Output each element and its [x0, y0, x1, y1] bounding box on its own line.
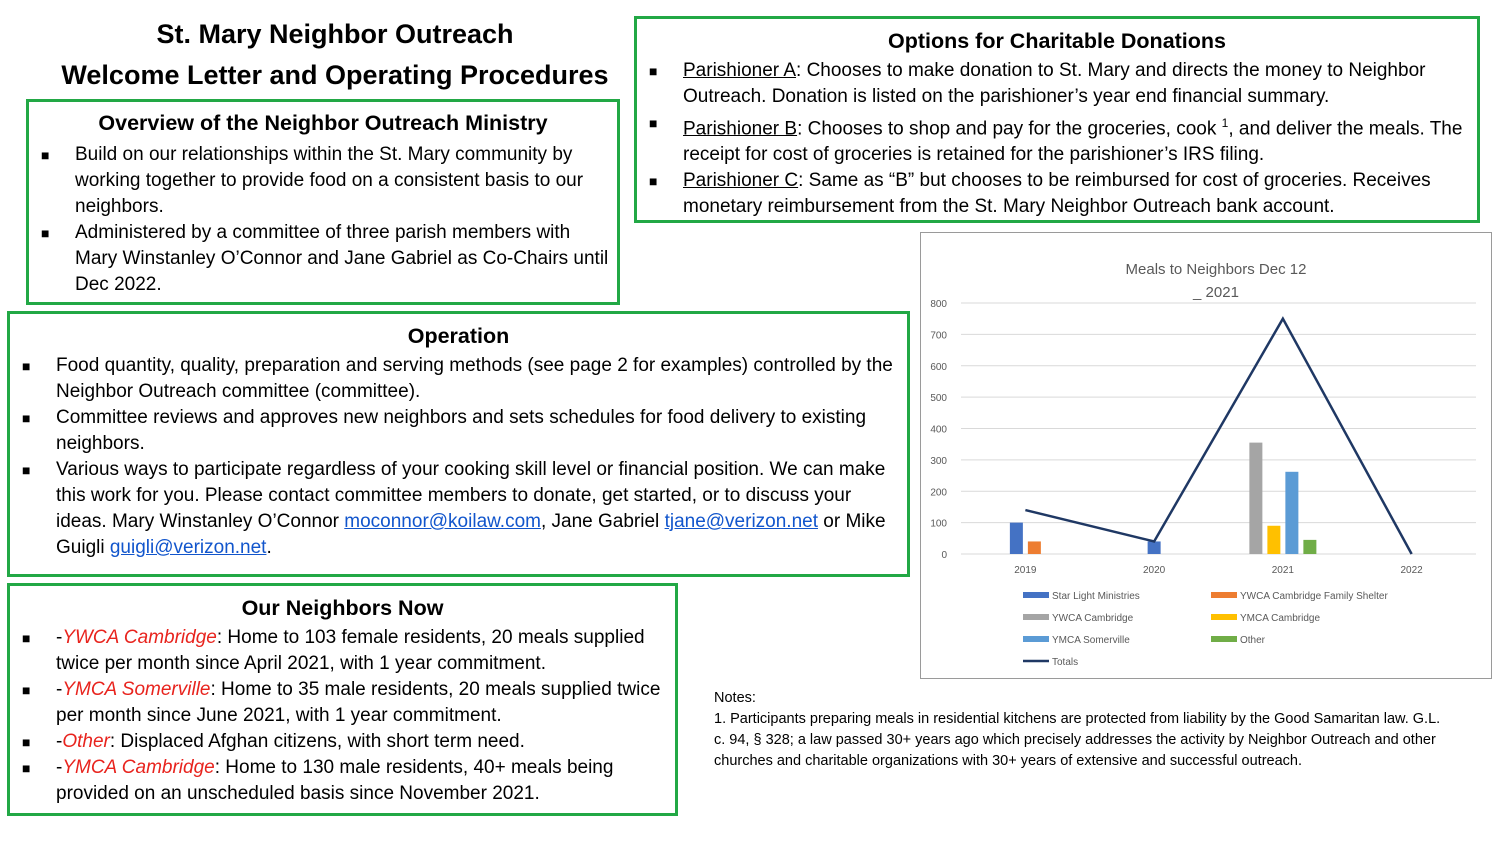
bullet-icon: ■: [22, 630, 31, 646]
legend-swatch: [1023, 592, 1049, 598]
bullet-icon: ■: [22, 410, 31, 426]
list-item: ■ -Other: Displaced Afghan citizens, with short term need.: [10, 729, 667, 755]
y-tick-label: 300: [930, 455, 947, 467]
bar-ymca-cambridge: [1267, 526, 1280, 554]
notes: [714, 688, 1454, 772]
meals-chart: [921, 233, 1491, 678]
x-tick-label: 2022: [1400, 565, 1423, 576]
overview-box: [26, 99, 620, 305]
bullet-icon: ■: [649, 63, 658, 79]
bullet-icon: ■: [649, 173, 658, 190]
legend-swatch: [1211, 614, 1237, 620]
operation-box: [7, 311, 910, 577]
legend-swatch: [1211, 592, 1237, 598]
chart-title-line1: Meals to Neighbors Dec 12: [1125, 261, 1307, 278]
bar-star-light-ministries: [1148, 541, 1161, 554]
notes-heading: Notes:: [714, 690, 756, 706]
neighbors-box: [7, 583, 678, 816]
donations-box: [634, 16, 1480, 223]
bullet-icon: ■: [22, 462, 31, 478]
list-item: ■ Parishioner C: Same as “B” but chooses to be reimbursed for cost of groceries. Receives monetary reimbursement from the St. Mary Neighbor Outreach bank account.: [649, 170, 1431, 218]
legend-label: YMCA Cambridge: [1240, 613, 1321, 624]
y-tick-label: 600: [930, 361, 947, 373]
bar-other: [1303, 540, 1316, 554]
notes-text: 1. Participants preparing meals in residential kitchens are protected from liability by the Good Samaritan law. G.L. c. 94, § 328; a law passed 30+ years ago which precisely addresses the activity by Neighbor Outreach and other churches and charitable organizations with 30+ years of extensive and successful outreach.: [714, 711, 1441, 769]
legend-label: YWCA Cambridge Family Shelter: [1240, 591, 1388, 602]
bullet-icon: ■: [649, 115, 658, 131]
y-tick-label: 0: [941, 550, 947, 561]
bullet-icon: ■: [41, 147, 50, 163]
x-tick-label: 2020: [1143, 565, 1166, 576]
bullet-icon: ■: [22, 760, 31, 776]
x-tick-label: 2021: [1271, 565, 1294, 576]
chart-title-line2: _ 2021: [1193, 284, 1239, 301]
list-item: ■ Committee reviews and approves new neighbors and sets schedules for food delivery to existing neighbors.: [22, 407, 867, 454]
neighbors-title: Our Neighbors Now: [241, 596, 444, 620]
y-tick-label: 400: [930, 424, 947, 436]
legend-label: YMCA Somerville: [1052, 635, 1130, 646]
bullet-icon: ■: [41, 225, 50, 241]
legend-label: Totals: [1052, 657, 1079, 668]
bullet-icon: ■: [22, 682, 31, 698]
list-item: ■ -YMCA Somerville: Home to 35 male residents, 20 meals supplied twice per month since June 2021, with 1 year commitment.: [22, 679, 661, 726]
list-item: ■ Various ways to participate regardless of your cooking skill level or financial position. We can make this work for you. Please contact committee members to donate, get started, or to discuss your ideas. Mary Winstanley O’Connor moconnor@koilaw.com, Jane Gabriel tjane@verizon.net or Mike Guigli guigli@verizon.net.: [22, 459, 886, 558]
legend-swatch: [1211, 636, 1237, 642]
page-title-line2: Welcome Letter and Operating Procedures: [61, 60, 609, 90]
list-item: ■ Parishioner B: Chooses to shop and pay for the groceries, cook $^1$, and deliver the meals. The receipt for cost of groceries is retained for the parishioner’s IRS filing.: [637, 110, 1469, 168]
list-item: ■ Parishioner A: Chooses to make donation to St. Mary and directs the money to Neighbor Outreach. Donation is listed on the parishioner’s year end financial summary.: [649, 60, 1426, 107]
legend-label: YWCA Cambridge: [1052, 613, 1134, 624]
chart-frame: [920, 232, 1492, 679]
page-title-line1: St. Mary Neighbor Outreach: [156, 19, 514, 49]
legend-label: Other: [1240, 635, 1266, 646]
bar-ymca-somerville: [1285, 472, 1298, 554]
y-tick-label: 100: [930, 518, 947, 530]
list-item: ■ -YWCA Cambridge: Home to 103 female residents, 20 meals supplied twice per month since April 2021, with 1 year commitment.: [22, 627, 645, 674]
totals-line: [1025, 319, 1411, 554]
page-title: [40, 14, 630, 96]
list-item: ■ -YMCA Cambridge: Home to 130 male residents, 40+ meals being provided on an unscheduled basis since November 2021.: [22, 757, 614, 804]
legend-label: Star Light Ministries: [1052, 591, 1140, 602]
y-tick-label: 500: [930, 393, 947, 405]
email-link-tjane[interactable]: tjane@verizon.net: [664, 511, 818, 532]
y-tick-label: 800: [930, 299, 947, 310]
bar-ywca-cambridge: [1249, 443, 1262, 554]
legend-swatch: [1023, 636, 1049, 642]
x-tick-label: 2019: [1014, 565, 1037, 576]
legend-swatch: [1023, 614, 1049, 620]
y-tick-label: 700: [930, 330, 947, 342]
overview-title: Overview of the Neighbor Outreach Ministry: [98, 111, 548, 135]
list-item: ■ Administered by a committee of three parish members with Mary Winstanley O’Connor and Jane Gabriel as Co-Chairs until Dec 2022.: [41, 222, 609, 295]
bullet-icon: ■: [22, 734, 31, 750]
list-item: ■ Build on our relationships within the St. Mary community by working together to provide food on a consistent basis to our neighbors.: [41, 144, 584, 217]
email-link-guigli[interactable]: guigli@verizon.net: [109, 537, 267, 558]
donations-title: Options for Charitable Donations: [887, 29, 1227, 53]
bar-ywca-cambridge-family-shelter: [1028, 541, 1041, 554]
email-link-moconnor[interactable]: moconnor@koilaw.com: [344, 511, 541, 532]
bullet-icon: ■: [22, 358, 31, 374]
y-tick-label: 200: [930, 487, 947, 499]
operation-title: Operation: [407, 324, 510, 348]
bar-star-light-ministries: [1010, 523, 1023, 554]
list-item: ■ Food quantity, quality, preparation and serving methods (see page 2 for examples) controlled by the Neighbor Outreach committee (committee).: [22, 355, 893, 402]
